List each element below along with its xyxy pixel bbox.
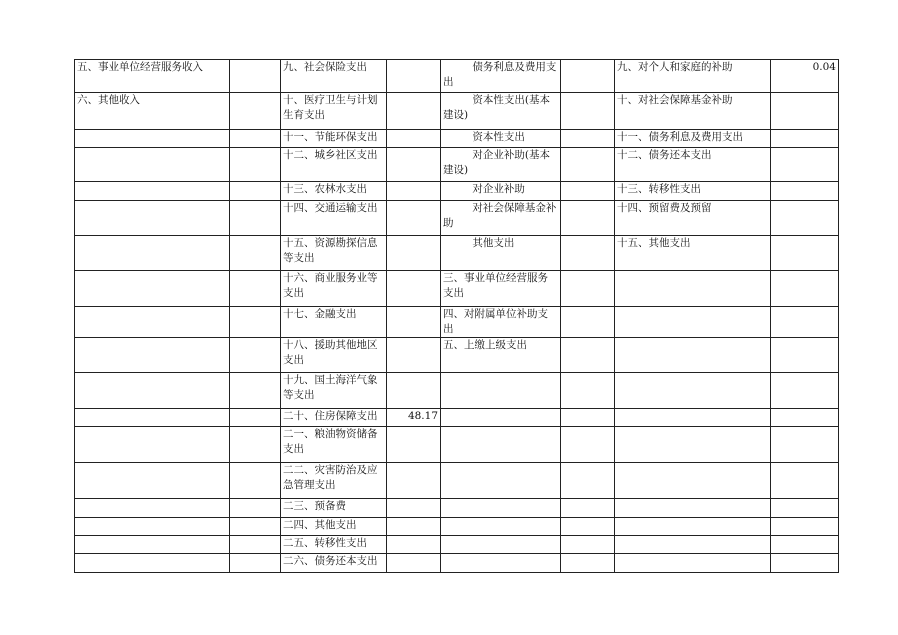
revenue-item-cell bbox=[75, 307, 230, 338]
table-row bbox=[75, 518, 839, 536]
function-expense-amount-cell bbox=[387, 554, 441, 573]
function-expense-item-cell: 十一、节能环保支出 bbox=[281, 130, 387, 148]
function-expense-amount-cell bbox=[387, 307, 441, 338]
economic-expense-item-cell: 对社会保障基金补助 bbox=[441, 201, 561, 236]
function-expense-amount-cell bbox=[387, 93, 441, 130]
economic-expense-item-cell bbox=[441, 536, 561, 554]
economic-expense-amount-cell bbox=[561, 148, 615, 182]
function-expense-amount-cell bbox=[387, 338, 441, 373]
function-expense-amount-cell bbox=[387, 427, 441, 463]
category-expense-item-cell bbox=[615, 554, 771, 573]
category-expense-amount-cell bbox=[771, 518, 839, 536]
function-expense-amount-cell bbox=[387, 536, 441, 554]
revenue-amount-cell bbox=[230, 373, 281, 409]
revenue-item-cell bbox=[75, 182, 230, 201]
economic-expense-amount-cell bbox=[561, 182, 615, 201]
table-row bbox=[75, 499, 839, 518]
economic-expense-amount-cell bbox=[561, 499, 615, 518]
revenue-item-cell bbox=[75, 463, 230, 499]
category-expense-amount-cell bbox=[771, 271, 839, 307]
revenue-amount-cell bbox=[230, 148, 281, 182]
category-expense-item-cell bbox=[615, 271, 771, 307]
revenue-amount-cell bbox=[230, 427, 281, 463]
category-expense-item-cell bbox=[615, 518, 771, 536]
table-row bbox=[75, 463, 839, 499]
function-expense-item-cell: 十六、商业服务业等支出 bbox=[281, 271, 387, 307]
table-row bbox=[75, 373, 839, 409]
revenue-amount-cell bbox=[230, 236, 281, 271]
revenue-item-cell bbox=[75, 130, 230, 148]
category-expense-amount-cell: 0.04 bbox=[771, 60, 839, 93]
economic-expense-item-cell bbox=[441, 409, 561, 427]
function-expense-item-cell: 十五、资源勘探信息等支出 bbox=[281, 236, 387, 271]
economic-expense-amount-cell bbox=[561, 536, 615, 554]
category-expense-amount-cell bbox=[771, 373, 839, 409]
economic-expense-amount-cell bbox=[561, 271, 615, 307]
revenue-item-cell bbox=[75, 409, 230, 427]
category-expense-amount-cell bbox=[771, 130, 839, 148]
table-row bbox=[75, 409, 839, 427]
function-expense-item-cell: 十三、农林水支出 bbox=[281, 182, 387, 201]
category-expense-item-cell bbox=[615, 307, 771, 338]
table-row bbox=[75, 201, 839, 236]
revenue-item-cell bbox=[75, 236, 230, 271]
revenue-amount-cell bbox=[230, 338, 281, 373]
budget-table bbox=[74, 59, 839, 573]
revenue-item-cell bbox=[75, 271, 230, 307]
function-expense-item-cell: 十、医疗卫生与计划生育支出 bbox=[281, 93, 387, 130]
revenue-amount-cell bbox=[230, 130, 281, 148]
category-expense-amount-cell bbox=[771, 201, 839, 236]
economic-expense-amount-cell bbox=[561, 201, 615, 236]
table-row bbox=[75, 554, 839, 573]
economic-expense-amount-cell bbox=[561, 236, 615, 271]
category-expense-amount-cell bbox=[771, 536, 839, 554]
revenue-item-cell: 六、其他收入 bbox=[75, 93, 230, 130]
category-expense-item-cell bbox=[615, 499, 771, 518]
economic-expense-item-cell: 对企业补助 bbox=[441, 182, 561, 201]
table-row bbox=[75, 93, 839, 130]
category-expense-item-cell bbox=[615, 427, 771, 463]
category-expense-item-cell bbox=[615, 463, 771, 499]
category-expense-item-cell: 十一、债务利息及费用支出 bbox=[615, 130, 771, 148]
category-expense-item-cell: 十三、转移性支出 bbox=[615, 182, 771, 201]
table-row bbox=[75, 338, 839, 373]
function-expense-amount-cell bbox=[387, 148, 441, 182]
revenue-amount-cell bbox=[230, 409, 281, 427]
revenue-item-cell bbox=[75, 518, 230, 536]
function-expense-item-cell: 十七、金融支出 bbox=[281, 307, 387, 338]
category-expense-amount-cell bbox=[771, 427, 839, 463]
function-expense-item-cell: 十九、国土海洋气象等支出 bbox=[281, 373, 387, 409]
economic-expense-item-cell bbox=[441, 427, 561, 463]
economic-expense-amount-cell bbox=[561, 554, 615, 573]
category-expense-item-cell bbox=[615, 409, 771, 427]
function-expense-item-cell: 十八、援助其他地区支出 bbox=[281, 338, 387, 373]
category-expense-amount-cell bbox=[771, 554, 839, 573]
function-expense-item-cell: 二十、住房保障支出 bbox=[281, 409, 387, 427]
function-expense-amount-cell bbox=[387, 236, 441, 271]
revenue-amount-cell bbox=[230, 554, 281, 573]
category-expense-item-cell: 十、对社会保障基金补助 bbox=[615, 93, 771, 130]
economic-expense-item-cell: 资本性支出(基本建设) bbox=[441, 93, 561, 130]
economic-expense-amount-cell bbox=[561, 60, 615, 93]
economic-expense-item-cell bbox=[441, 554, 561, 573]
economic-expense-amount-cell bbox=[561, 463, 615, 499]
economic-expense-item-cell: 其他支出 bbox=[441, 236, 561, 271]
function-expense-amount-cell bbox=[387, 373, 441, 409]
revenue-amount-cell bbox=[230, 536, 281, 554]
revenue-item-cell bbox=[75, 201, 230, 236]
revenue-item-cell bbox=[75, 373, 230, 409]
function-expense-item-cell: 二四、其他支出 bbox=[281, 518, 387, 536]
economic-expense-item-cell bbox=[441, 518, 561, 536]
category-expense-amount-cell bbox=[771, 148, 839, 182]
economic-expense-amount-cell bbox=[561, 409, 615, 427]
table-row bbox=[75, 182, 839, 201]
category-expense-amount-cell bbox=[771, 307, 839, 338]
economic-expense-item-cell: 五、上缴上级支出 bbox=[441, 338, 561, 373]
revenue-amount-cell bbox=[230, 518, 281, 536]
category-expense-amount-cell bbox=[771, 182, 839, 201]
table-row bbox=[75, 130, 839, 148]
economic-expense-item-cell bbox=[441, 373, 561, 409]
function-expense-item-cell: 二三、预备费 bbox=[281, 499, 387, 518]
function-expense-item-cell: 十二、城乡社区支出 bbox=[281, 148, 387, 182]
economic-expense-amount-cell bbox=[561, 93, 615, 130]
function-expense-amount-cell bbox=[387, 499, 441, 518]
economic-expense-item-cell bbox=[441, 463, 561, 499]
economic-expense-amount-cell bbox=[561, 518, 615, 536]
category-expense-amount-cell bbox=[771, 93, 839, 130]
category-expense-item-cell bbox=[615, 373, 771, 409]
function-expense-item-cell: 九、社会保险支出 bbox=[281, 60, 387, 93]
table-row bbox=[75, 427, 839, 463]
revenue-amount-cell bbox=[230, 201, 281, 236]
category-expense-amount-cell bbox=[771, 409, 839, 427]
category-expense-item-cell bbox=[615, 536, 771, 554]
category-expense-amount-cell bbox=[771, 338, 839, 373]
category-expense-amount-cell bbox=[771, 499, 839, 518]
function-expense-amount-cell bbox=[387, 271, 441, 307]
revenue-item-cell bbox=[75, 338, 230, 373]
economic-expense-item-cell: 三、事业单位经营服务支出 bbox=[441, 271, 561, 307]
economic-expense-amount-cell bbox=[561, 307, 615, 338]
revenue-amount-cell bbox=[230, 499, 281, 518]
function-expense-item-cell: 二一、粮油物资储备支出 bbox=[281, 427, 387, 463]
economic-expense-item-cell: 资本性支出 bbox=[441, 130, 561, 148]
category-expense-item-cell: 十二、债务还本支出 bbox=[615, 148, 771, 182]
category-expense-item-cell: 十五、其他支出 bbox=[615, 236, 771, 271]
function-expense-item-cell: 十四、交通运输支出 bbox=[281, 201, 387, 236]
revenue-amount-cell bbox=[230, 463, 281, 499]
revenue-amount-cell bbox=[230, 60, 281, 93]
economic-expense-amount-cell bbox=[561, 130, 615, 148]
table-row bbox=[75, 148, 839, 182]
category-expense-item-cell bbox=[615, 338, 771, 373]
function-expense-amount-cell bbox=[387, 201, 441, 236]
economic-expense-amount-cell bbox=[561, 427, 615, 463]
function-expense-item-cell: 二六、债务还本支出 bbox=[281, 554, 387, 573]
function-expense-amount-cell: 48.17 bbox=[387, 409, 441, 427]
function-expense-amount-cell bbox=[387, 463, 441, 499]
function-expense-amount-cell bbox=[387, 130, 441, 148]
function-expense-amount-cell bbox=[387, 182, 441, 201]
table-row bbox=[75, 271, 839, 307]
revenue-item-cell bbox=[75, 499, 230, 518]
category-expense-item-cell: 十四、预留费及预留 bbox=[615, 201, 771, 236]
revenue-item-cell bbox=[75, 148, 230, 182]
function-expense-amount-cell bbox=[387, 60, 441, 93]
revenue-amount-cell bbox=[230, 271, 281, 307]
revenue-amount-cell bbox=[230, 182, 281, 201]
economic-expense-item-cell: 四、对附属单位补助支出 bbox=[441, 307, 561, 338]
revenue-amount-cell bbox=[230, 93, 281, 130]
revenue-item-cell bbox=[75, 536, 230, 554]
function-expense-item-cell: 二五、转移性支出 bbox=[281, 536, 387, 554]
economic-expense-item-cell: 债务利息及费用支出 bbox=[441, 60, 561, 93]
function-expense-amount-cell bbox=[387, 518, 441, 536]
category-expense-item-cell: 九、对个人和家庭的补助 bbox=[615, 60, 771, 93]
budget-table-body bbox=[75, 60, 839, 573]
table-row bbox=[75, 236, 839, 271]
function-expense-item-cell: 二二、灾害防治及应急管理支出 bbox=[281, 463, 387, 499]
category-expense-amount-cell bbox=[771, 463, 839, 499]
revenue-item-cell: 五、事业单位经营服务收入 bbox=[75, 60, 230, 93]
table-row bbox=[75, 536, 839, 554]
economic-expense-amount-cell bbox=[561, 373, 615, 409]
category-expense-amount-cell bbox=[771, 236, 839, 271]
table-row bbox=[75, 307, 839, 338]
economic-expense-amount-cell bbox=[561, 338, 615, 373]
economic-expense-item-cell bbox=[441, 499, 561, 518]
table-row bbox=[75, 60, 839, 93]
revenue-item-cell bbox=[75, 427, 230, 463]
revenue-amount-cell bbox=[230, 307, 281, 338]
economic-expense-item-cell: 对企业补助(基本建设) bbox=[441, 148, 561, 182]
revenue-item-cell bbox=[75, 554, 230, 573]
